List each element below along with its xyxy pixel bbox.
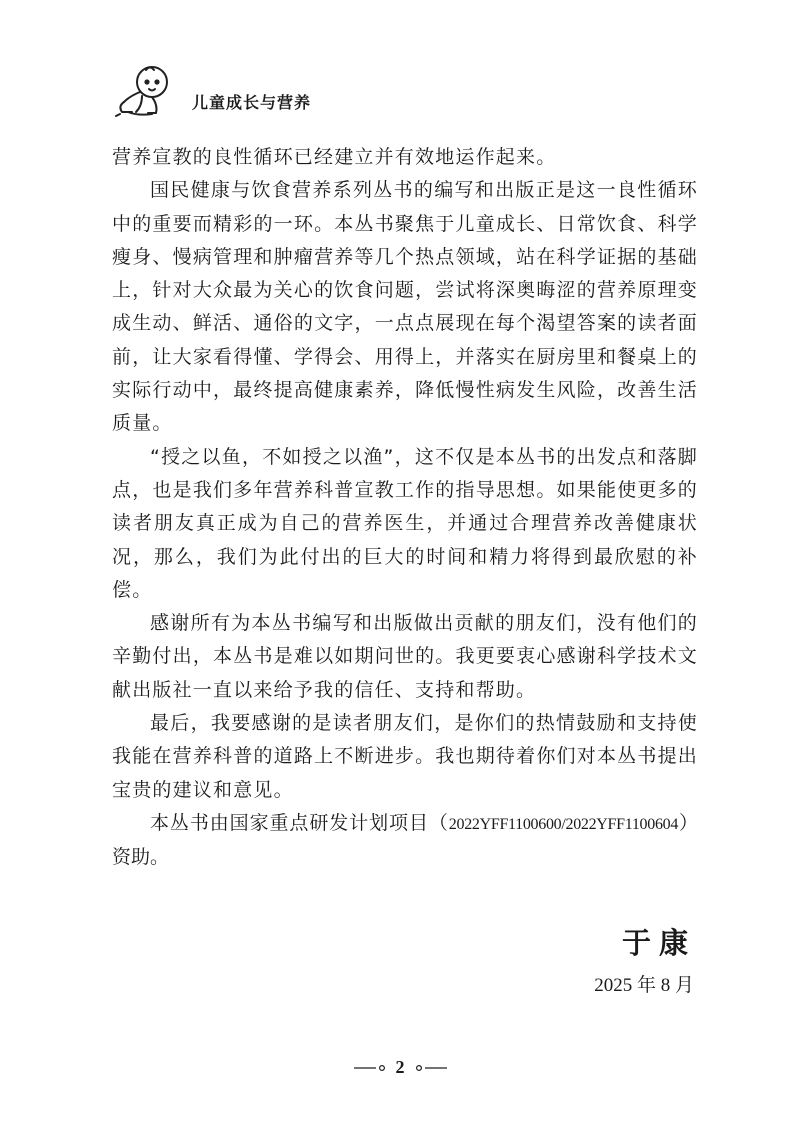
signature-date: 2025 年 8 月 — [594, 975, 694, 996]
funding-note — [112, 807, 698, 875]
baby-crawling-icon — [112, 62, 176, 122]
funding-code: 2022YFF1100600/2022YFF1100604 — [448, 815, 679, 833]
page-footer — [0, 1057, 800, 1078]
preface-body — [112, 141, 698, 875]
header-title: 儿童成长与营养 — [192, 93, 312, 112]
paragraph-5: 最后，我要感谢的是读者朋友们，是你们的热情鼓励和支持使我能在营养科普的道路上不断进步。我也期待着你们对本丛书提出宝贵的建议和意见。 — [112, 712, 698, 801]
paragraph-2: 国民健康与饮食营养系列丛书的编写和出版正是这一良性循环中的重要而精彩的一环。本丛书聚焦于儿童成长、日常饮食、科学瘦身、慢病管理和肿瘤营养等几个热点领域，站在科学证据的基础上，针对大众最为关心的饮食问题，尝试将深奥晦涩的营养原理变成生动、鲜活、通俗的文字，一点点展现在每个渴望答案的读者面前，让大家看得懂、学得会、用得上，并落实在厨房里和餐桌上的实际行动中，最终提高健康素养，降低慢性病发生风险，改善生活质量。 — [112, 179, 698, 435]
paragraph-1: 营养宣教的良性循环已经建立并有效地运作起来。 — [112, 146, 557, 168]
page-number: 2 — [395, 1057, 405, 1077]
author-signature: 于康 — [621, 926, 696, 960]
paragraph-3: “授之以鱼，不如授之以渔”，这不仅是本丛书的出发点和落脚点，也是我们多年营养科普宣教工作的指导思想。如果能使更多的读者朋友真正成为自己的营养医生，并通过合理营养改善健康状况，那么，我们为此付出的巨大的时间和精力将得到最欣慰的补偿。 — [112, 445, 698, 601]
ornament-right-icon — [413, 1062, 449, 1074]
funding-prefix: 本丛书由国家重点研发计划项目（ — [150, 811, 449, 834]
funding-suffix: ）资助。 — [112, 811, 698, 869]
paragraph-4: 感谢所有为本丛书编写和出版做出贡献的朋友们，没有他们的辛勤付出，本丛书是难以如期问世的。我更要衷心感谢科学技术文献出版社一直以来给予我的信任、支持和帮助。 — [112, 612, 698, 701]
ornament-left-icon — [352, 1062, 388, 1074]
